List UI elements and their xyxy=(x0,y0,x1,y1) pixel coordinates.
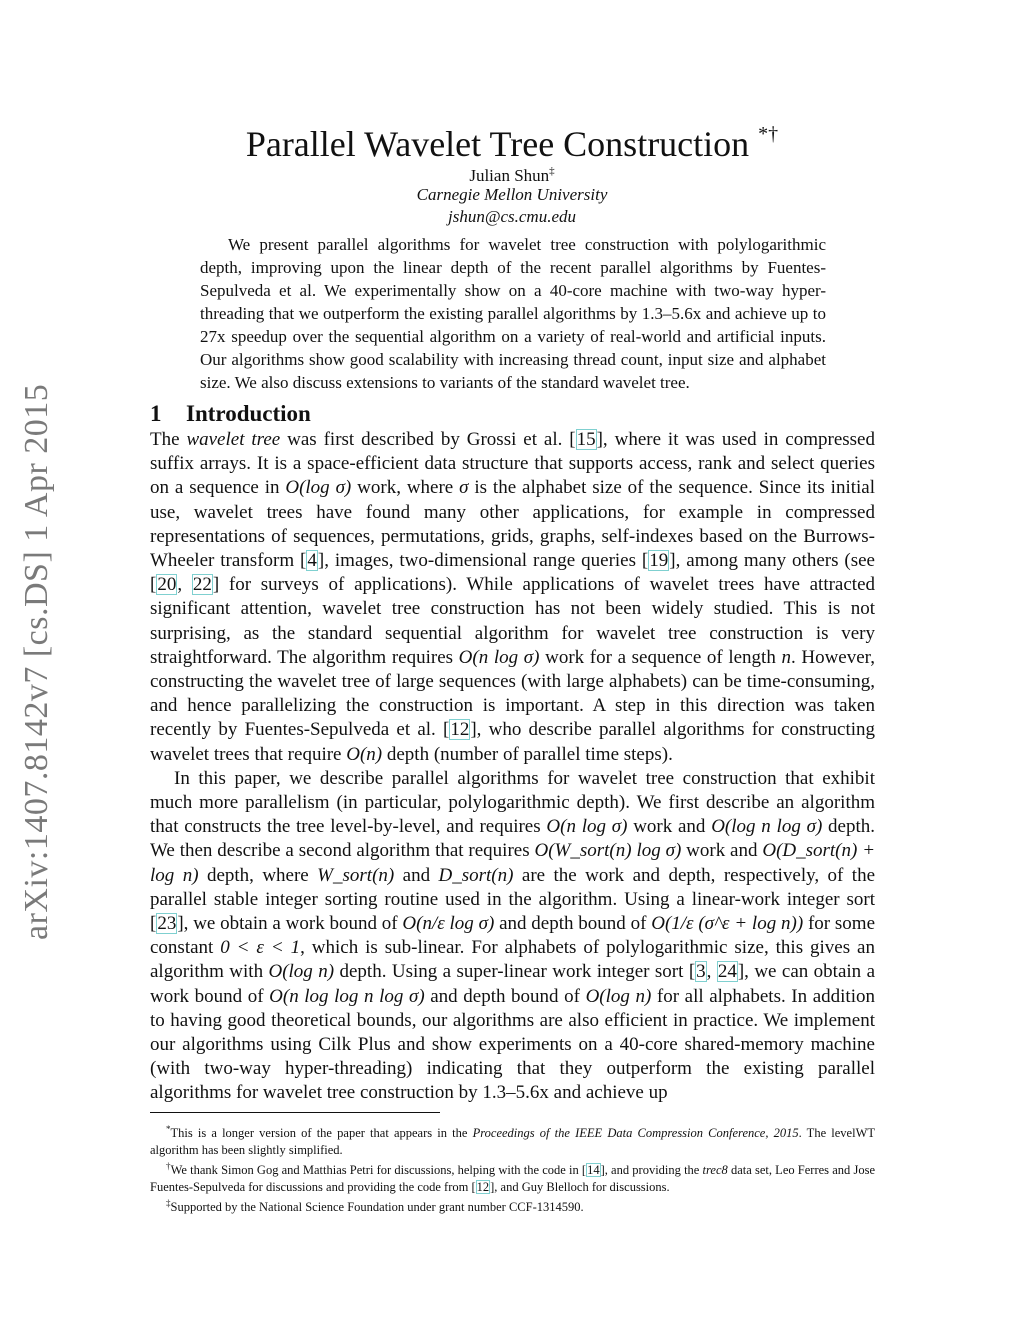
citation-link[interactable]: 4 xyxy=(307,550,317,572)
math-inline: O(n/ε log σ) xyxy=(402,913,495,935)
footnote-dataset: trec8 xyxy=(702,1163,728,1178)
author-name xyxy=(0,160,1024,187)
footnotes xyxy=(150,1121,875,1216)
title-footnote-marks[interactable]: *† xyxy=(758,123,779,145)
citation-link[interactable]: 3 xyxy=(696,961,706,983)
math-inline: W_sort(n) xyxy=(317,864,395,886)
footnote-3: ‡Supported by the National Science Foundation under grant number CCF-1314590. xyxy=(166,1198,584,1215)
author-text: Julian Shun xyxy=(469,166,550,185)
author-email: jshun@cs.cmu.edu xyxy=(447,207,576,226)
footnote-mark: ‡ xyxy=(166,1198,171,1209)
math-inline: O(log n) xyxy=(268,961,335,983)
paragraph-2: In this paper, we describe parallel algorithms for wavelet tree construction that exhibit much more parallelism (in particular, polylogarithmic depth). We first describe an algorithm that constructs the tree level-by-level, and requires O(n log σ) work and O(log n log σ) depth. We then describe a second algorithm that requires O(W_sort(n) log σ) work and O(D_sort(n) + log n) depth, where W_sort(n) and D_sort(n) are the work and depth, respectively, of the parallel stable integer sorting routine used in the algorithm. Using a linear-work integer sort [23], we obtain a work bound of O(n/ε log σ) and depth bound of O(1/ε (σ^ε + log n)) for some constant 0 < ε < 1, which is sub-linear. For alphabets of polylogarithmic size, this gives an algorithm with O(log n) depth. Using a super-linear work integer sort [3, 24], we can obtain a work bound of O(n log log n log σ) and depth bound of O(log n) for all alphabets. In addition to having good theoretical bounds, our algorithms are also efficient in practice. We implement our algorithms using Cilk Plus and show experiments on a 40-core shared-memory machine (with two-way hyper-threading) indicating that they outperform the existing parallel algorithms for wavelet tree construction by 1.3–5.6x and achieve up xyxy=(150,767,876,1104)
footnote-1: *This is a longer version of the paper that appears in the Proceedings of the IEEE Data Compression Conference, 2015. The levelWT algorithm has been slightly simplified. xyxy=(150,1124,876,1157)
footnote-mark: † xyxy=(166,1161,171,1172)
citation-link[interactable]: 23 xyxy=(157,913,177,935)
citation-link[interactable]: 24 xyxy=(717,961,737,983)
body-text xyxy=(150,428,875,1106)
math-inline: O(n log σ) xyxy=(458,646,540,668)
footnote-mark: * xyxy=(166,1124,171,1134)
math-inline: 0 < ε < 1 xyxy=(220,937,301,959)
section-heading xyxy=(150,400,311,428)
math-inline: O(n log log n log σ) xyxy=(269,985,425,1007)
arxiv-stamp: arXiv:1407.8142v7 [cs.DS] 1 Apr 2015 xyxy=(18,383,55,940)
section-number: 1 xyxy=(150,401,162,426)
footnote-divider xyxy=(150,1112,440,1113)
citation-link[interactable]: 15 xyxy=(576,429,596,450)
citation-link[interactable]: 20 xyxy=(157,574,177,596)
math-inline: O(log σ) xyxy=(285,477,352,499)
math-inline: O(n log σ) xyxy=(546,816,628,838)
math-inline: O(n) xyxy=(346,743,383,765)
paragraph-1: The wavelet tree was first described by Grossi et al. [15], where it was used in compressed suffix arrays. It is a space-efficient data structure that supports access, rank and select queries on a sequence in O(log σ) work, where σ is the alphabet size of the sequence. Since its initial use, wavelet trees have found many other applications, for example in compressed representations of sequences, permutations, grids, graphs, self-indexes based on the Burrows-Wheeler transform [4], images, two-dimensional range queries [19], among many others (see [20, 22] for surveys of applications). While applications of wavelet trees have attracted significant attention, wavelet tree construction has not been widely studied. This is not surprising, as the standard sequential algorithm for wavelet tree construction is very straightforward. The algorithm requires O(n log σ) work for a sequence of length n. However, constructing the wavelet tree of large sequences (with large alphabets) can be time-consuming, and hence parallelizing the construction is important. A step in this direction was taken recently by Fuentes-Sepulveda et al. [12], who describe parallel algorithms for constructing wavelet trees that require O(n) depth (number of parallel time steps). xyxy=(150,429,875,765)
paper-title xyxy=(0,112,1024,166)
citation-link[interactable]: 19 xyxy=(649,550,669,572)
math-inline: O(D_sort(n) + log n) xyxy=(150,840,876,886)
math-inline: O(log n log σ) xyxy=(711,816,823,838)
math-inline: O(1/ε (σ^ε + log n)) xyxy=(651,913,804,935)
author-footnote-mark[interactable]: ‡ xyxy=(549,165,555,177)
affiliation: Carnegie Mellon University xyxy=(416,185,608,204)
section-title: Introduction xyxy=(186,401,311,426)
emphasis-wavelet-tree: wavelet tree xyxy=(186,429,281,450)
citation-link[interactable]: 12 xyxy=(450,719,470,741)
math-inline: σ xyxy=(459,477,469,499)
math-inline: n xyxy=(781,646,791,668)
math-inline: O(log n) xyxy=(585,985,652,1007)
footnote-2: †We thank Simon Gog and Matthias Petri for discussions, helping with the code in [14], and providing the trec8 data set, Leo Ferres and Jose Fuentes-Sepulveda for discussions and providing the code from [12], and Guy Blelloch for discussions. xyxy=(150,1161,876,1194)
math-inline: D_sort(n) xyxy=(438,864,514,886)
citation-link[interactable]: 14 xyxy=(587,1163,600,1178)
math-inline: O(W_sort(n) log σ) xyxy=(534,840,682,862)
abstract: We present parallel algorithms for wavelet tree construction with polylogarithmic depth, improving upon the linear depth of the recent parallel algorithms by Fuentes-Sepulveda et al. We experimentally show on a 40-core machine with two-way hyper-threading that we outperform the existing parallel algorithms by 1.3–5.6x and achieve up to 27x speedup over the sequential algorithm on a variety of real-world and artificial inputs. Our algorithms show good scalability with increasing thread count, input size and alphabet size. We also discuss extensions to variants of the standard wavelet tree. xyxy=(200,235,826,392)
citation-link[interactable]: 22 xyxy=(192,574,212,596)
title-text: Parallel Wavelet Tree Construction xyxy=(245,124,750,164)
footnote-venue: Proceedings of the IEEE Data Compression Conference, 2015 xyxy=(472,1126,799,1141)
citation-link[interactable]: 12 xyxy=(476,1179,490,1194)
